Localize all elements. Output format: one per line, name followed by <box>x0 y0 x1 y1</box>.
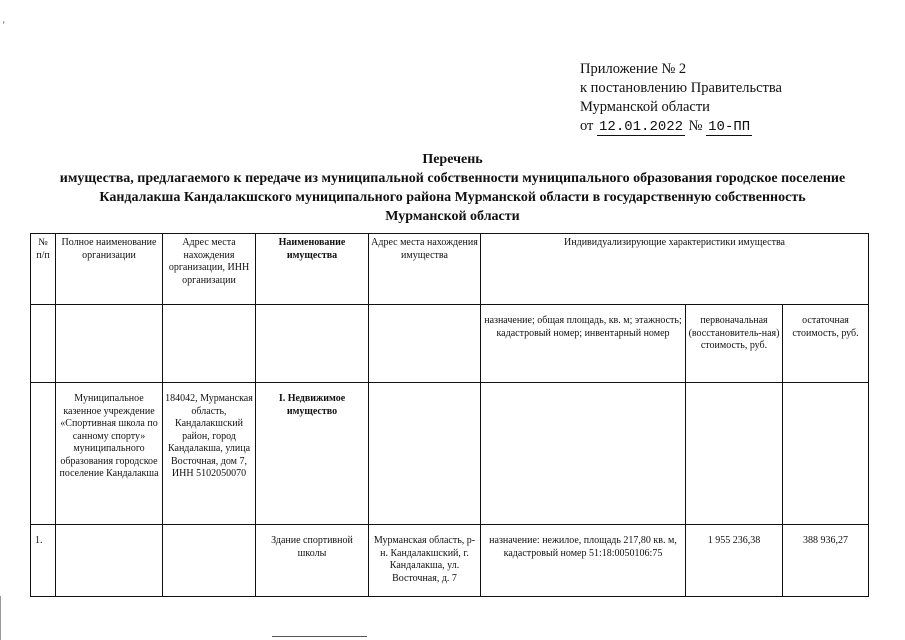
date-prefix: от <box>580 118 594 134</box>
title-line-1: Перечень <box>422 152 483 167</box>
org-row-empty-7 <box>686 383 783 525</box>
subheader-empty-5 <box>369 305 481 383</box>
subheader-row <box>31 305 869 383</box>
row-purpose: назначение: нежилое, площадь 217,80 кв. м, кадастровый номер 51:18:0050106:75 <box>481 525 686 597</box>
subheader-empty-2 <box>56 305 163 383</box>
org-address-cell: 184042, Мурманская область, Кандалакшский район, город Кандалакша, улица Восточная, дом 7, ИНН 5102050070 <box>163 383 256 525</box>
header-characteristics: Индивидуализирующие характеристики имущества <box>481 234 869 305</box>
scan-edge <box>0 596 1 640</box>
row-empty-3 <box>163 525 256 597</box>
subheader-empty-1 <box>31 305 56 383</box>
title-line-3: Кандалакша Кандалакшского муниципального района Мурманской области в государственную собственность <box>99 190 806 205</box>
title-line-2: имущества, предлагаемого к передаче из муниципальной собственности муниципального образования городское поселение <box>59 171 846 186</box>
row-initial-cost: 1 955 236,38 <box>686 525 783 597</box>
org-row-empty-6 <box>481 383 686 525</box>
org-row <box>31 383 869 525</box>
number-prefix: № <box>688 118 703 134</box>
subheader-empty-4 <box>256 305 369 383</box>
row-property-name: Здание спортивной школы <box>256 525 369 597</box>
header-initial-cost: первоначальная (восстановитель-ная) стоимость, руб. <box>686 305 783 383</box>
header-residual-cost: остаточная стоимость, руб. <box>783 305 869 383</box>
appendix-block <box>580 60 782 137</box>
corner-mark: ' <box>3 20 5 30</box>
org-row-num <box>31 383 56 525</box>
org-name-cell: Муниципальное казенное учреждение «Спортивная школа по санному спорту» муниципального образования городское поселение Кандалакша <box>56 383 163 525</box>
row-property-address: Мурманская область, р-н. Кандалакшский, г. Кандалакша, ул. Восточная, д. 7 <box>369 525 481 597</box>
date-value: 12.01.2022 <box>599 119 684 135</box>
header-property-name: Наименование имущества <box>256 234 369 305</box>
footnote-rule <box>272 636 367 637</box>
number-value: 10-ПП <box>708 119 751 135</box>
row-residual-cost: 388 936,27 <box>783 525 869 597</box>
row-num: 1. <box>31 525 56 597</box>
title-line-4: Мурманской области <box>385 209 520 224</box>
header-num: № п/п <box>31 234 56 305</box>
header-purpose: назначение; общая площадь, кв. м; этажность; кадастровый номер; инвентарный номер <box>481 305 686 383</box>
header-property-address: Адрес места нахождения имущества <box>369 234 481 305</box>
header-org-name: Полное наименование организации <box>56 234 163 305</box>
document-title <box>0 150 905 226</box>
appendix-line-2: к постановлению Правительства <box>580 80 782 96</box>
appendix-date-line <box>580 117 782 137</box>
section-cell: I. Недвижимое имущество <box>256 383 369 525</box>
appendix-line-1: Приложение № 2 <box>580 61 687 77</box>
org-row-empty-8 <box>783 383 869 525</box>
table-row <box>31 525 869 597</box>
header-org-address: Адрес места нахождения организации, ИНН организации <box>163 234 256 305</box>
row-empty-2 <box>56 525 163 597</box>
appendix-line-3: Мурманской области <box>580 99 710 115</box>
subheader-empty-3 <box>163 305 256 383</box>
property-table <box>30 233 869 597</box>
header-row <box>31 234 869 305</box>
org-row-empty-5 <box>369 383 481 525</box>
